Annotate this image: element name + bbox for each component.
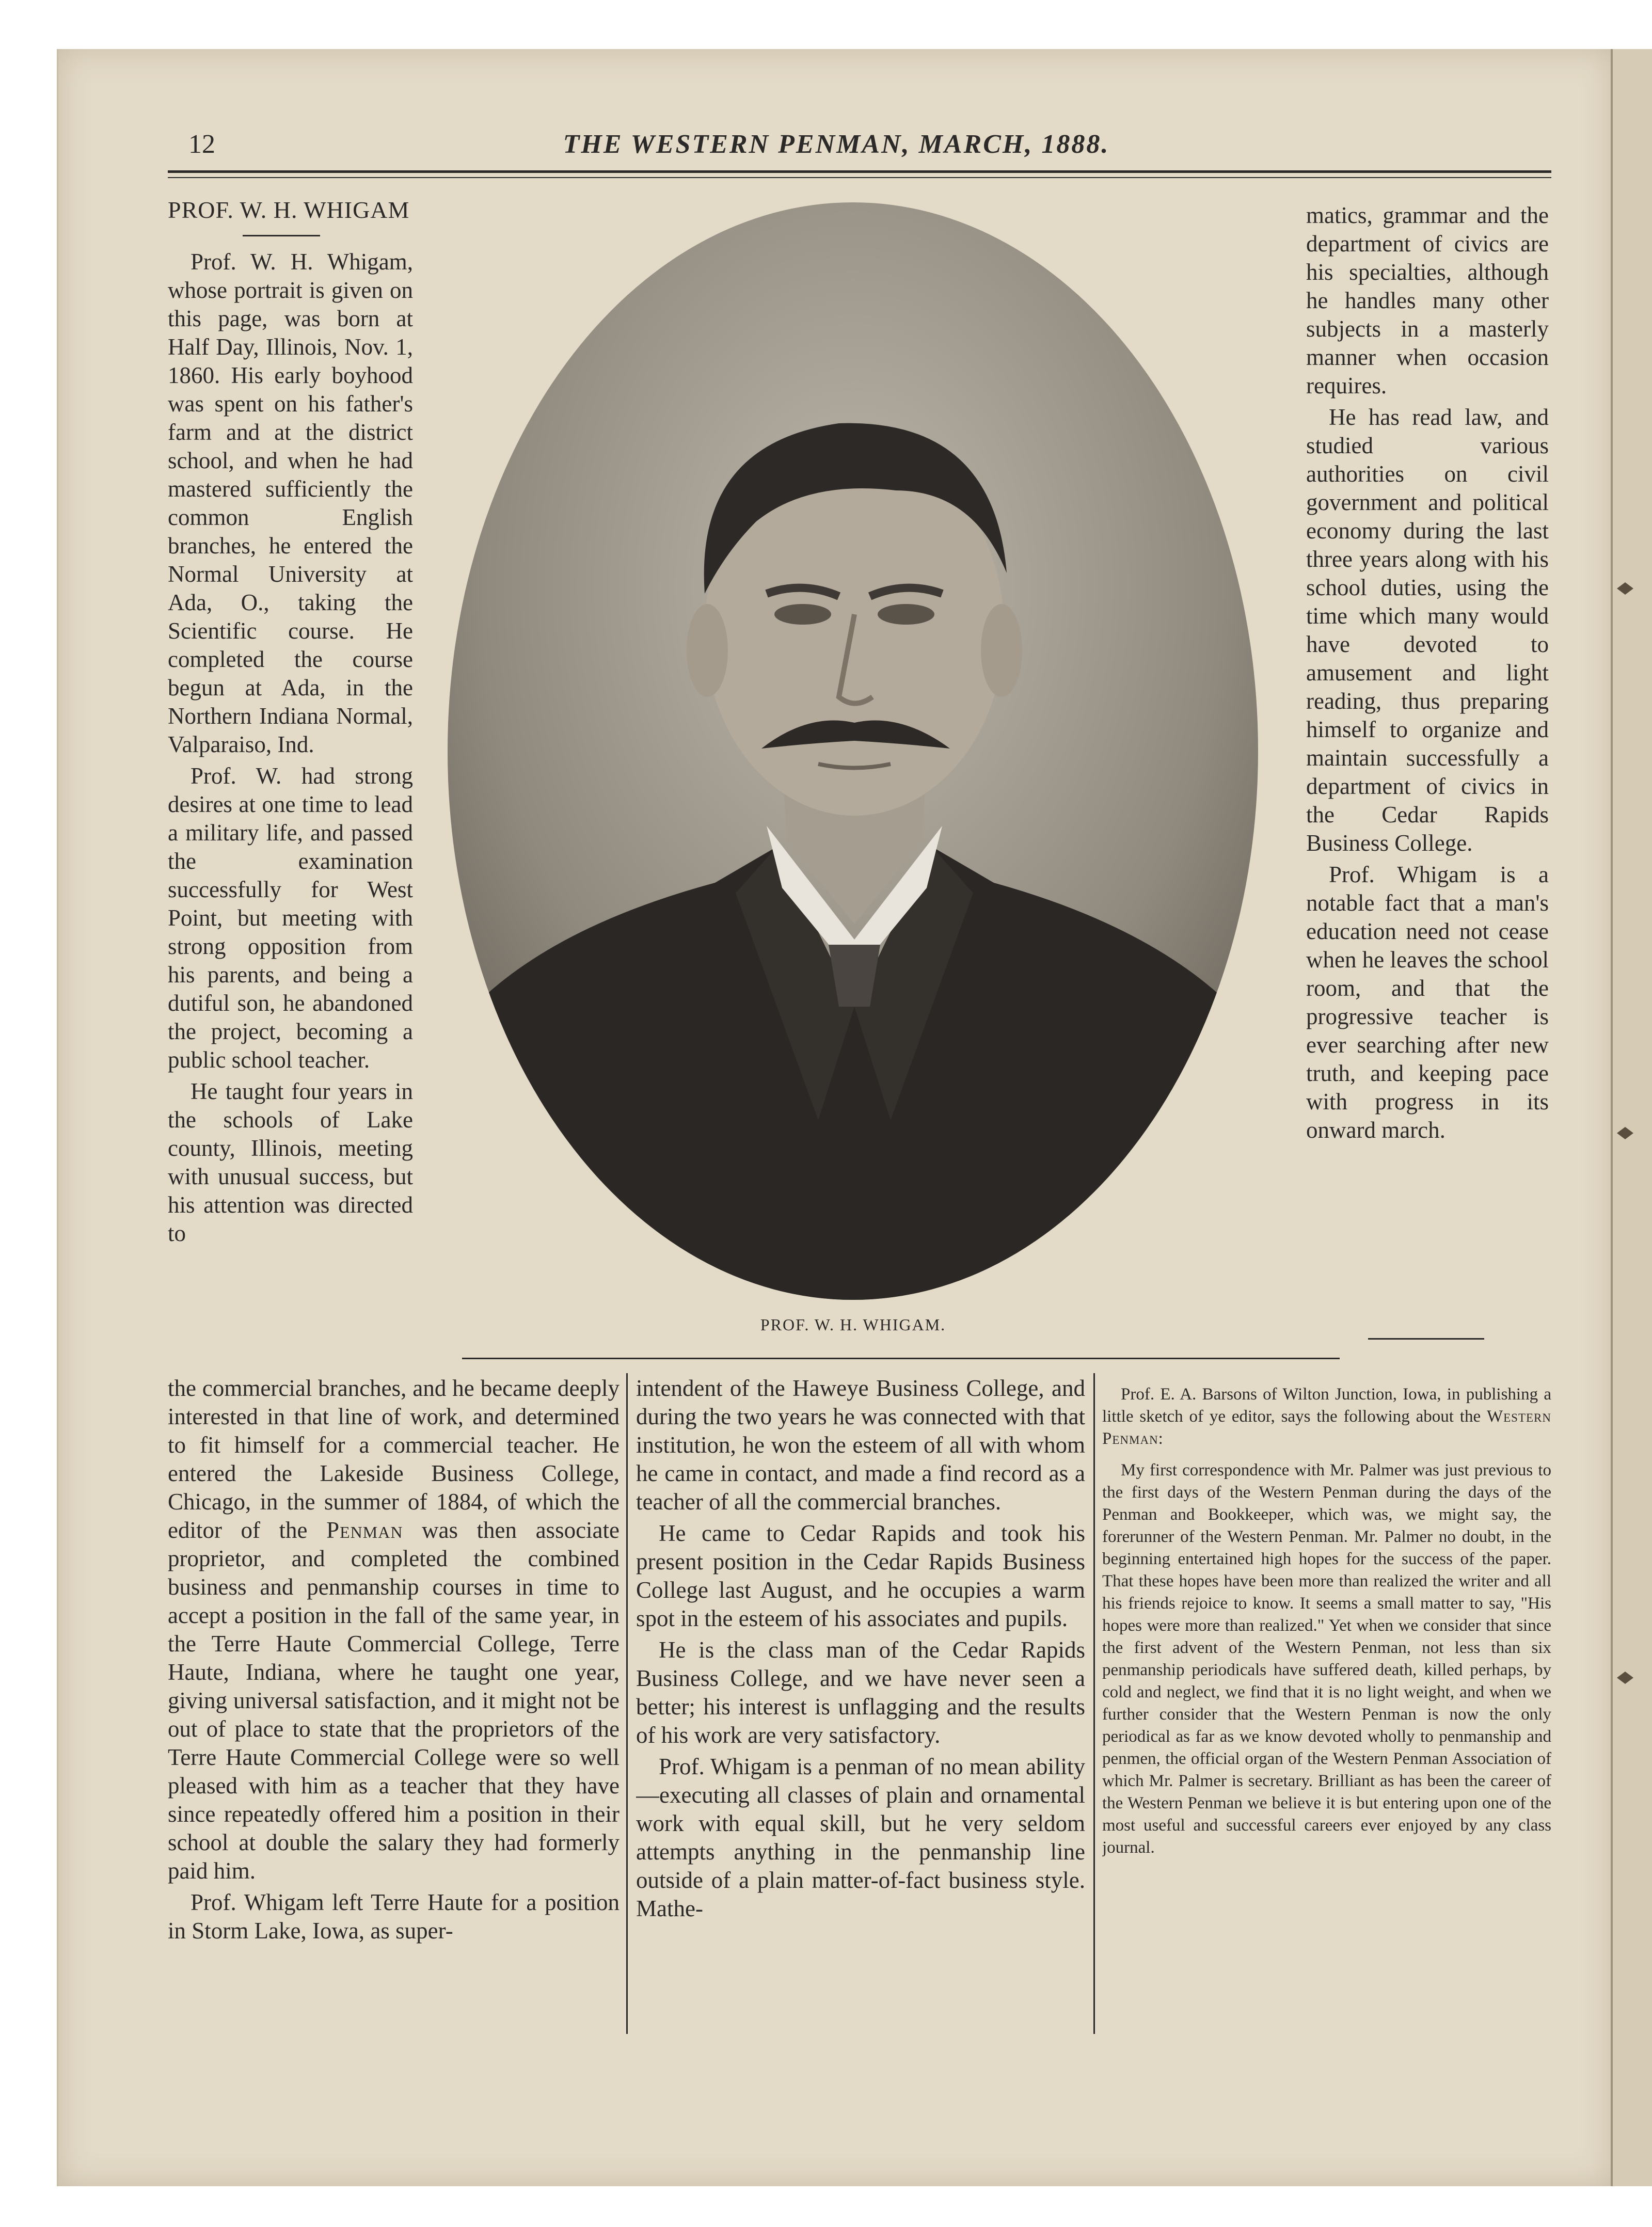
portrait-caption: PROF. W. H. WHIGAM. [760, 1315, 946, 1334]
article-column-right [1306, 201, 1549, 1301]
portrait [447, 201, 1260, 1301]
paragraph: He came to Cedar Rapids and took his present position in the Cedar Rapids Business College last August, and he occupies a warm spot in the esteem of his associates and pupils. [636, 1520, 1085, 1631]
penman-word: Penman [326, 1517, 403, 1543]
paragraph: intendent of the Haweye Business College, and during the two years he was connected with that institution, he won the esteem of all with whom he came in contact, and made a find record as a teacher of all the commercial branches. [636, 1375, 1085, 1515]
adjacent-page-edge [1611, 49, 1652, 2186]
binding-clip-icon [1615, 1667, 1635, 1688]
western-penman-label: Western Penman: [1102, 1407, 1551, 1448]
header-rule [168, 170, 1551, 173]
column-rule [626, 1373, 628, 2034]
page-header [121, 129, 1551, 160]
article-end-rule [1368, 1338, 1484, 1340]
sidebar-quote: My first correspondence with Mr. Palmer was just previous to the first days of the Western Penman during the days of the Penman and Bookkeeper, which was, we might say, the forerunner of the Western Penman. Mr. Palmer no doubt, in the beginning entertained high hopes for the success of the paper. That these hopes have been more than realized the writer and all his friends rejoice to know. It seems a small matter to say, "His hopes were more than realized." Yet when we consider that since the first advent of the Western Penman, not less than six penmanship periodicals have suffered death, killed perhaps, by cold and neglect, we find that it is no light weight, and when we further consider that the Western Penman is now the only periodical as far as we know devoted wholly to penmanship and penmen, the official organ of the Western Penman Association of which Mr. Palmer is secretary. Brilliant as has been the career of the Western Penman we believe it is but entering upon one of the most useful and successful careers ever enjoyed by any class journal. [1102, 1461, 1551, 1857]
paragraph: He has read law, and studied various authorities on civil government and political economy during the last three years along with his school duties, using the time which many would have devoted to amusement and light reading, thus preparing himself to organize and maintain successfully a department of civics in the Cedar Rapids Business College. [1306, 404, 1549, 856]
paragraph: matics, grammar and the department of civics are his specialties, although he handles many other subjects in a masterly manner when occasion requires. [1306, 202, 1549, 399]
paragraph: Prof. Whigam left Terre Haute for a position in Storm Lake, Iowa, as super- [168, 1889, 620, 1944]
paragraph: Prof. W. H. Whigam, whose portrait is given on this page, was born at Half Day, Illinois, Nov. 1, 1860. His early boyhood was spent on his father's farm and at the district school, and when he had mastered sufficiently the common English branches, he entered the Normal University at Ada, O., taking the Scientific course. He completed the course begun at Ada, in the Northern Indiana Normal, Valparaiso, Ind. [168, 249, 413, 757]
text-run: the commercial branches, and he became deeply interested in that line of work, and determined to fit himself for a commercial teacher. He entered the Lakeside Business College, Chicago, in the summer of 1884, of which the editor of the [168, 1375, 620, 1543]
binding-clip-icon [1615, 1123, 1635, 1143]
text-run: was then associate proprietor, and completed the combined business and penmanship courses in time to accept a position in the fall of the same year, in the Terre Haute Commercial College, Terre Haute, Indiana, where he taught one year, giving universal satisfaction, and it might not be out of place to state that the proprietors of the Terre Haute Commercial College were so well pleased with him as a teacher that they have since repeatedly offered him a position in their school at double the salary they had formerly paid him. [168, 1517, 620, 1884]
binding-clip-icon [1615, 578, 1635, 599]
header-rule-thin [168, 177, 1551, 178]
portrait-engraving [447, 201, 1260, 1301]
section-divider [462, 1358, 1340, 1359]
sidebar-intro [1102, 1383, 1551, 1450]
article-column-left [168, 248, 413, 1378]
paragraph: He is the class man of the Cedar Rapids Business College, and we have never seen a better; his interest is unflagging and the results of his work are very satisfactory. [636, 1637, 1085, 1748]
paragraph: Prof. W. had strong desires at one time to lead a military life, and passed the examination successfully for West Point, but meeting with strong opposition from his parents, and being a dutiful son, he abandoned the project, becoming a public school teacher. [168, 763, 413, 1073]
title-underline [243, 235, 320, 236]
text-run: Prof. E. A. Barsons of Wilton Junction, Iowa, in publishing a little sketch of ye editor, says the following about the [1102, 1385, 1551, 1426]
paragraph: Prof. Whigam is a notable fact that a man's education need not cease when he leaves the school room, and that the progressive teacher is ever searching after new truth, and keeping pace with progress in its onward march. [1306, 862, 1549, 1143]
article-column-bottom-left [168, 1374, 620, 2038]
paragraph [168, 1374, 620, 1885]
article-title: PROF. W. H. WHIGAM [168, 197, 410, 223]
paragraph: Prof. Whigam is a penman of no mean ability—executing all classes of plain and ornamental work with equal skill, but he very seldom attempts anything in the penmanship line outside of a plain matter-of-fact business style. Mathe- [636, 1754, 1085, 1921]
page-number: 12 [188, 130, 215, 159]
column-rule [1093, 1373, 1095, 2034]
running-head: THE WESTERN PENMAN, MARCH, 1888. [563, 130, 1110, 159]
article-column-bottom-middle [636, 1374, 1085, 2038]
paragraph: He taught four years in the schools of Lake county, Illinois, meeting with unusual success, but his attention was directed to [168, 1078, 413, 1246]
sidebar-item [1102, 1383, 1551, 2039]
